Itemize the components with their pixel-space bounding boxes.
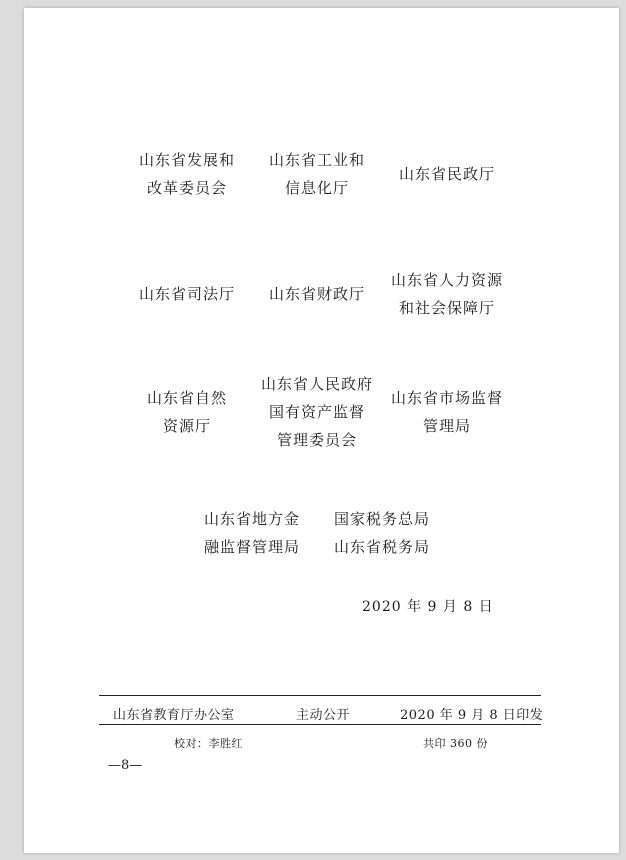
issuer-industry-it (252, 146, 382, 202)
issuer-line: 山东省税务局 (333, 538, 430, 556)
footer-disclosure: 主动公开 (296, 708, 351, 723)
issuer-line: 山东省财政厅 (268, 285, 365, 303)
issuer-line: 融监督管理局 (203, 538, 300, 556)
issuer-development-reform (122, 146, 252, 202)
issuer-line: 管理局 (422, 417, 471, 435)
issuer-finance (252, 280, 382, 308)
issuer-line: 山东省地方金 (203, 510, 300, 528)
issuer-line: 山东省人力资源 (390, 271, 503, 289)
issuer-line: 山东省自然 (146, 389, 227, 407)
document-page (24, 8, 619, 853)
issuer-justice (122, 280, 252, 308)
issuer-line: 山东省市场监督 (390, 389, 503, 407)
footer-proofreader: 校对：李胜红 (174, 737, 243, 750)
footer-copies: 共印 360 份 (423, 737, 488, 750)
issuer-line: 管理委员会 (276, 431, 357, 449)
issuer-line: 改革委员会 (146, 179, 227, 197)
issuer-line: 山东省工业和 (268, 151, 365, 169)
issuer-line: 国家税务总局 (333, 510, 430, 528)
page-number: —8— (108, 758, 143, 773)
footer-print-date: 2020 年 9 月 8 日印发 (400, 708, 544, 723)
footer-middle-rule (99, 724, 541, 725)
footer-top-rule (99, 695, 541, 696)
issuer-line: 山东省民政厅 (398, 165, 495, 183)
issuer-state-assets (252, 370, 382, 454)
issuer-human-resources (382, 266, 512, 322)
issuer-local-finance (187, 505, 317, 561)
issuer-line: 资源厅 (162, 417, 211, 435)
issuer-line: 信息化厅 (284, 179, 349, 197)
issuer-market-supervision (382, 384, 512, 440)
footer-office: 山东省教育厅办公室 (113, 708, 235, 723)
issuer-civil-affairs (382, 160, 512, 188)
issuer-line: 山东省发展和 (138, 151, 235, 169)
issuer-line: 山东省司法厅 (138, 285, 235, 303)
issue-date: 2020 年 9 月 8 日 (362, 599, 494, 615)
issuer-tax-bureau (317, 505, 447, 561)
issuer-line: 国有资产监督 (268, 403, 365, 421)
issuer-line: 和社会保障厅 (398, 299, 495, 317)
issuer-natural-resources (122, 384, 252, 440)
issuer-line: 山东省人民政府 (260, 375, 373, 393)
